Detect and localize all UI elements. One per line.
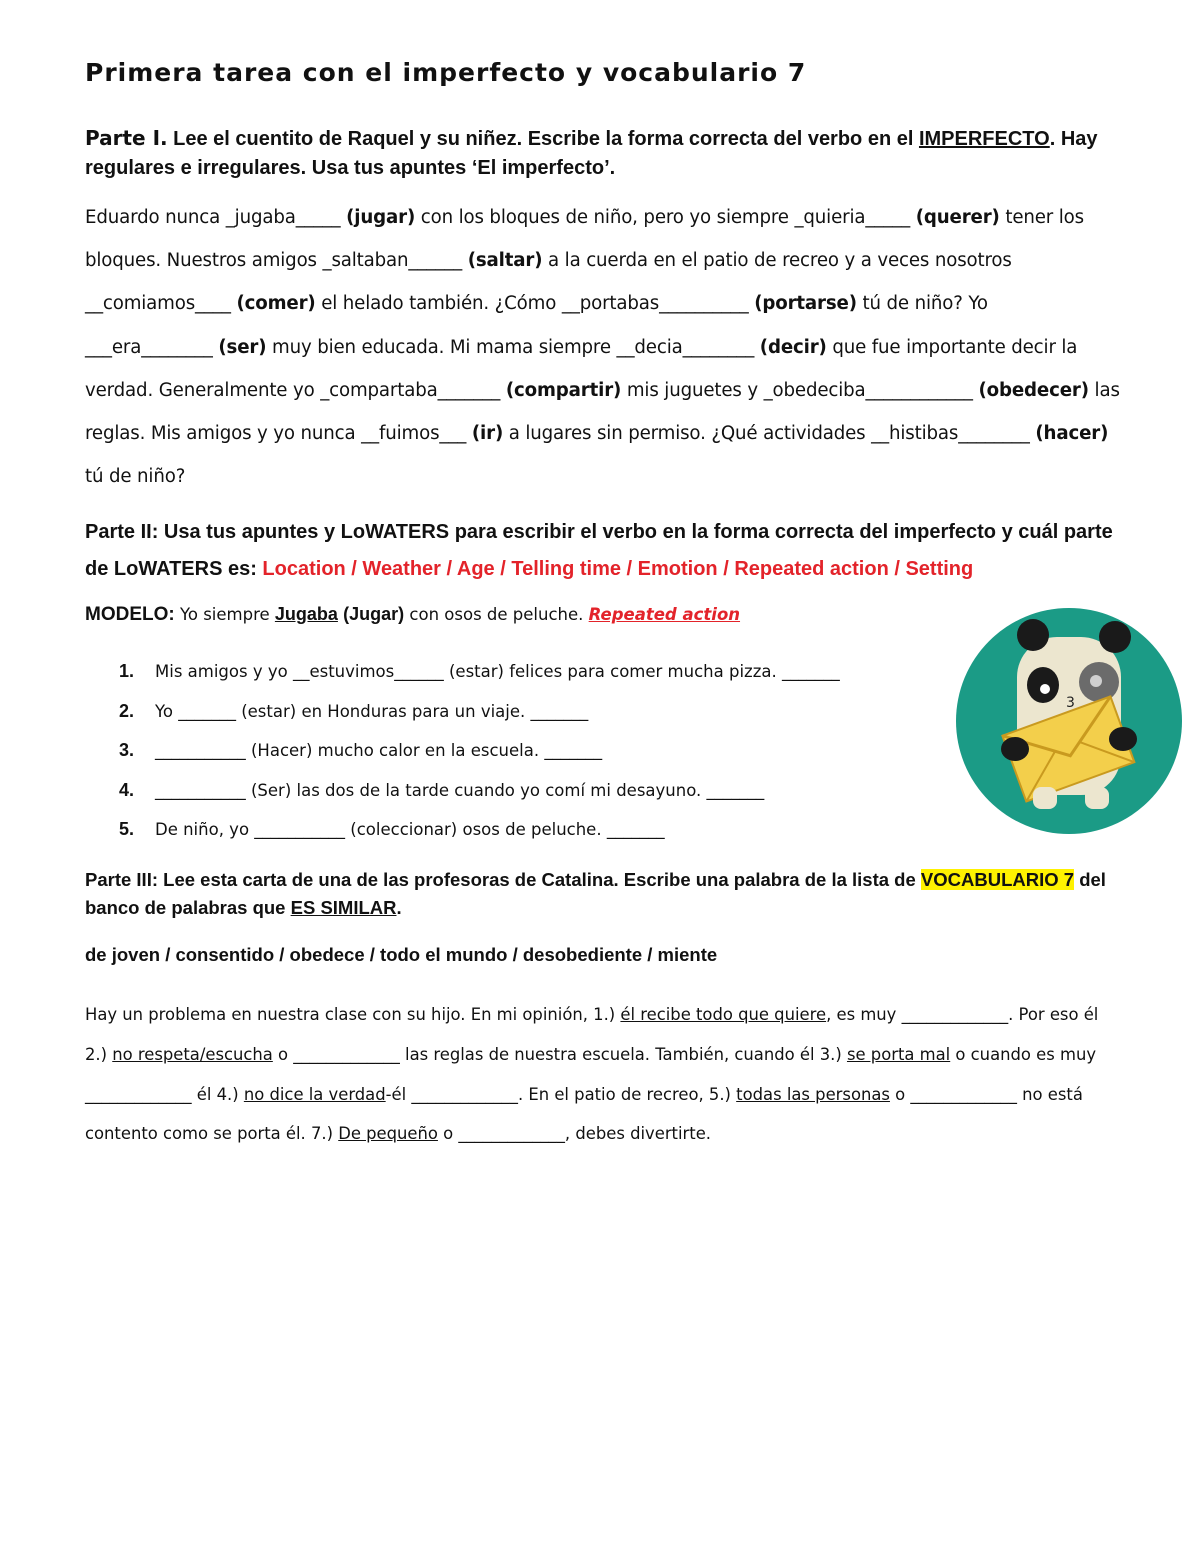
verb-infinitive: (ir) — [471, 423, 504, 445]
exercise-number: 2. — [119, 700, 135, 721]
verb-infinitive: (ser) — [218, 336, 267, 358]
verb-infinitive: (hacer) — [1035, 423, 1109, 445]
verb-infinitive: (portarse) — [754, 293, 857, 315]
verb-infinitive: (comer) — [236, 293, 316, 315]
letter-text: o _____________ no está contento como se porta él. 7.) — [85, 1084, 1083, 1144]
imperfecto-keyword: IMPERFECTO — [918, 128, 1050, 150]
verb-infinitive: (compartir) — [505, 379, 622, 401]
exercise-item — [119, 771, 919, 811]
underlined-phrase: no dice la verdad — [243, 1084, 386, 1104]
exercise-text: ___________ (Ser) las dos de la tarde cuando yo comí mi desayuno. _______ — [155, 780, 765, 800]
story-text: con los bloques de niño, pero yo siempre _quieria_____ — [415, 207, 916, 228]
underlined-phrase: no respeta/escucha — [112, 1044, 273, 1064]
word-bank: de joven / consentido / obedece / todo el mundo / desobediente / miente — [85, 944, 718, 965]
modelo-infinitive: (Jugar) — [343, 604, 405, 624]
exercise-number: 3. — [119, 740, 135, 761]
underlined-phrase: él recibe todo que quiere — [620, 1005, 827, 1024]
svg-text:3: 3 — [1066, 695, 1075, 711]
verb-infinitive: (jugar) — [346, 207, 416, 228]
story-text: a la cuerda en el patio de recreo y a veces nosotros __comiamos____ — [85, 250, 1012, 315]
underlined-phrase: se porta mal — [846, 1044, 951, 1064]
parte3-instructions — [85, 866, 1120, 922]
verb-infinitive: (obedecer) — [978, 379, 1089, 401]
modelo-post: con osos de peluche. — [404, 605, 589, 624]
story-text: tener los bloques. Nuestros amigos _saltaban______ — [85, 207, 1084, 272]
parte2-text: Parte II: Usa tus apuntes y LoWATERS para escribir el verbo en la forma correcta del imperfecto y cuál parte de LoWATERS es: — [85, 521, 1113, 580]
exercise-item — [119, 731, 919, 771]
exercise-item — [119, 692, 919, 732]
parte3-text-b: del banco de palabras que — [85, 869, 1106, 918]
verb-infinitive: (saltar) — [467, 250, 543, 272]
story-text: Eduardo nunca _jugaba_____ — [85, 207, 347, 228]
story-text: mis juguetes y _obedeciba____________ — [621, 379, 979, 401]
parte1-text-b: . Hay regulares e irregulares. Usa tus apuntes ‘El imperfecto’. — [85, 128, 1098, 179]
parte1-text-a: Lee el cuentito de Raquel y su niñez. Escribe la forma correcta del verbo en el — [167, 128, 919, 150]
vocabulario-highlight: VOCABULARIO 7 — [920, 869, 1075, 890]
letter-text: o cuando es muy _____________ él 4.) — [85, 1044, 1097, 1104]
exercise-text: Yo _______ (estar) en Honduras para un viaje. _______ — [155, 701, 589, 721]
parte3-text-c: . — [396, 897, 402, 918]
teacher-letter-paragraph — [85, 995, 1120, 1154]
story-text: que fue importante decir la verdad. Generalmente yo _compartaba_______ — [85, 336, 1078, 401]
panda-envelope-icon — [955, 607, 1183, 835]
story-text: a lugares sin permiso. ¿Qué actividades __histibas________ — [503, 423, 1036, 445]
parte2-instructions — [85, 514, 1120, 588]
story-text: el helado también. ¿Cómo __portabas__________ — [315, 293, 755, 315]
raquel-story-paragraph — [85, 196, 1120, 498]
letter-text: Hay un problema en nuestra clase con su hijo. En mi opinión, 1.) — [85, 1005, 621, 1024]
modelo-verb: Jugaba — [274, 604, 338, 624]
letter-text: o _____________ las reglas de nuestra escuela. También, cuando él 3.) — [272, 1044, 847, 1064]
page-title: Primera tarea con el imperfecto y vocabulario 7 — [85, 58, 807, 87]
verb-infinitive: (querer) — [915, 207, 1000, 228]
modelo-answer: Repeated action — [588, 605, 741, 624]
verb-infinitive: (decir) — [759, 336, 827, 358]
parte3-text-a: Parte III: Lee esta carta de una de las profesoras de Catalina. Escribe una palabra de la lista de — [85, 869, 921, 890]
underlined-phrase: De pequeño — [338, 1124, 438, 1144]
letter-text: , es muy _____________. Por eso él 2.) — [85, 1005, 1099, 1064]
exercise-text: ___________ (Hacer) mucho calor en la escuela. _______ — [155, 741, 603, 761]
letter-text: o _____________, debes divertirte. — [437, 1124, 711, 1144]
story-text: tú de niño? Yo ___era________ — [85, 293, 988, 358]
exercise-item — [119, 652, 919, 692]
exercise-text: Mis amigos y yo __estuvimos______ (estar) felices para comer mucha pizza. _______ — [155, 662, 840, 682]
story-text: muy bien educada. Mi mama siempre __decia________ — [266, 336, 760, 358]
letter-text: -él _____________. En el patio de recreo, 5.) — [385, 1084, 737, 1104]
underlined-phrase: todas las personas — [736, 1084, 890, 1104]
exercise-number: 4. — [119, 779, 135, 800]
lowaters-categories: Location / Weather / Age / Telling time / Emotion / Repeated action / Setting — [262, 558, 974, 580]
exercise-number: 5. — [119, 819, 135, 840]
exercise-number: 1. — [119, 661, 135, 682]
modelo-example — [85, 604, 740, 626]
parte1-instructions — [85, 124, 1120, 183]
story-text: tú de niño? — [85, 466, 186, 488]
es-similar-keyword: ES SIMILAR — [290, 897, 397, 918]
exercise-text: De niño, yo ___________ (coleccionar) osos de peluche. _______ — [155, 820, 665, 840]
modelo-pre: Yo siempre — [174, 605, 275, 624]
exercise-item — [119, 810, 919, 850]
modelo-label: MODELO: — [85, 604, 175, 625]
parte1-label: Parte I. — [85, 126, 168, 150]
exercise-list — [119, 652, 919, 850]
story-text: las reglas. Mis amigos y yo nunca __fuimos___ — [85, 379, 1120, 445]
